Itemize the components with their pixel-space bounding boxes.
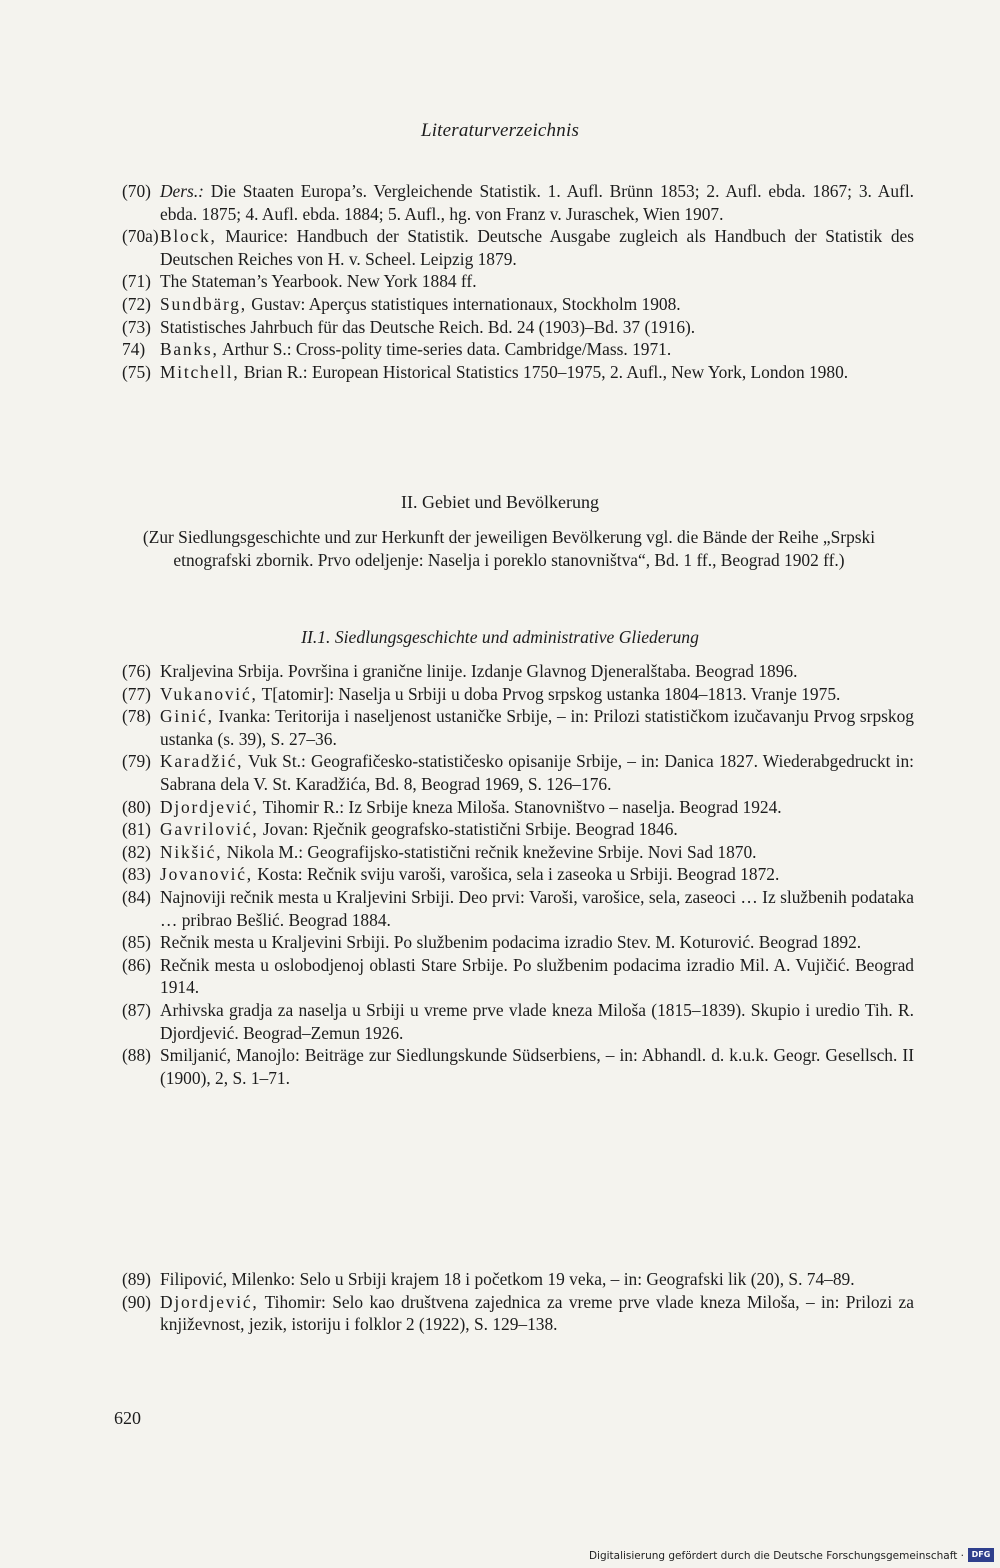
- entry-text: Jovan: Rječnik geografsko-statistični Srbije. Beograd 1846.: [258, 819, 678, 840]
- entry-number: (90): [122, 1291, 151, 1312]
- entry-author: Filipović,: [160, 1269, 228, 1289]
- entry-number: (89): [122, 1269, 151, 1289]
- entry-number: (79): [122, 751, 151, 772]
- entry-text: Maurice: Handbuch der Statistik. Deutsche Ausgabe zugleich als Handbuch der Statistik des Deutschen Reiches von H. v. Scheel. Leipzig 1879.: [160, 226, 914, 269]
- entry-text: Vuk St.: Geografičesko-statističesko opisanije Srbije, – in: Danica 1827. Wiederabgedruckt in: Sabrana dela V. St. Karadžića, Bd. 8, Beograd 1969, S. 126–176.: [160, 751, 914, 794]
- entry-text: Gustav: Aperçus statistiques internationaux, Stockholm 1908.: [246, 293, 681, 314]
- entry-text: Die Staaten Europa’s. Vergleichende Statistik. 1. Aufl. Brünn 1853; 2. Aufl. ebda. 1867; 3. Aufl. ebda. 1875; 4. Aufl. ebda. 1884; 5. Aufl., hg. von Franz v. Juraschek, Wien 1907.: [160, 181, 914, 224]
- section-note: (Zur Siedlungsgeschichte und zur Herkunft der jeweiligen Bevölkerung vgl. die Bände der Reihe „Srpski etnografski zbornik. Prvo odeljenje: Naselja i poreklo stanovništva“, Bd. 1 ff., Beograd 1902 ff.): [142, 527, 876, 570]
- bibliography-entry: [122, 841, 914, 864]
- dfg-logo-icon: DFG: [968, 1548, 994, 1562]
- entry-text: Ivanka: Teritorija i naseljenost ustaničke Srbije, – in: Prilozi statističkom izučavanju Prvog srpskog ustanka (s. 39), S. 27–36.: [160, 706, 914, 749]
- entry-text: Arthur S.: Cross-polity time-series data. Cambridge/Mass. 1971.: [218, 339, 672, 360]
- bibliography-entry: [122, 750, 914, 795]
- entry-number: (72): [122, 293, 151, 314]
- entry-number: (80): [122, 796, 151, 817]
- entry-text: T[atomir]: Naselja u Srbiji u doba Prvog srpskog ustanka 1804–1813. Vranje 1975.: [257, 683, 841, 704]
- entry-text: Nikola M.: Geografijsko-statistični rečnik kneževine Srbije. Novi Sad 1870.: [222, 841, 757, 862]
- entry-author: Nikšić,: [160, 841, 223, 862]
- bibliography-entry: [122, 1268, 914, 1291]
- entry-number: (70a): [122, 226, 159, 247]
- bibliography-entry: [122, 338, 914, 361]
- bibliography-entry: [122, 931, 914, 954]
- entry-text: Tihomir R.: Iz Srbije kneza Miloša. Stanovništvo – naselja. Beograd 1924.: [258, 796, 782, 817]
- bibliography-entry: [122, 796, 914, 819]
- entry-number: (78): [122, 706, 151, 727]
- entry-number: (88): [122, 1045, 151, 1066]
- entry-text: Brian R.: European Historical Statistics 1750–1975, 2. Aufl., New York, London 1980.: [239, 361, 849, 382]
- entry-author: Vukanović,: [160, 683, 258, 704]
- bibliography-entry: [122, 293, 914, 316]
- bibliography-entry: [122, 180, 914, 225]
- entry-text: The Stateman’s Yearbook. New York 1884 ff.: [160, 271, 477, 292]
- bibliography-entry: [122, 886, 914, 931]
- entry-number: (77): [122, 683, 151, 704]
- entry-text: Manojlo: Beiträge zur Siedlungskunde Südserbiens, – in: Abhandl. d. k.u.k. Geogr. Gesellsch. II (1900), 2, S. 1–71.: [160, 1045, 914, 1088]
- entry-number: (85): [122, 932, 151, 953]
- entry-text: Kosta: Rečnik sviju varoši, varošica, sela i zaseoka u Srbiji. Beograd 1872.: [252, 864, 780, 885]
- entry-number: (82): [122, 841, 151, 862]
- entry-text: Rečnik mesta u oslobodjenoj oblasti Stare Srbije. Po službenim podacima izradio Mil. A. Vujičić. Beograd 1914.: [160, 954, 914, 998]
- entry-number: (70): [122, 181, 151, 201]
- entry-author: Ders.:: [160, 181, 204, 201]
- bibliography-entry: [122, 1291, 914, 1336]
- entry-author: Block,: [160, 226, 217, 247]
- entry-author: Jovanović,: [160, 864, 253, 885]
- entry-text: Najnoviji rečnik mesta u Kraljevini Srbiji. Deo prvi: Varoši, varošice, sela, zaseoci … Iz službenih podataka … pribrao Bešlić. Beograd 1884.: [160, 886, 914, 930]
- bibliography-entry: [122, 270, 914, 293]
- entry-author: Banks,: [160, 339, 219, 360]
- entry-text: Tihomir: Selo kao društvena zajednica za vreme prve vlade kneza Miloša, – in: Prilozi za književnost, jezik, istoriju i folklor 2 (1922), S. 129–138.: [160, 1291, 914, 1335]
- bibliography-entry: [122, 361, 914, 384]
- entry-number: (71): [122, 271, 151, 292]
- running-head: Literaturverzeichnis: [420, 120, 580, 141]
- entry-author: Sundbärg,: [160, 293, 247, 314]
- page-number: 620: [114, 1408, 141, 1428]
- footer-credit: Digitalisierung gefördert durch die Deutsche Forschungsgemeinschaft ·: [588, 1550, 964, 1562]
- bibliography-block-statistics: [122, 180, 914, 383]
- subsection-title: II.1. Siedlungsgeschichte und administrative Gliederung: [301, 627, 699, 647]
- entry-number: (83): [122, 864, 151, 885]
- entry-author: Gavrilović,: [160, 819, 259, 840]
- bibliography-entry: [122, 683, 914, 706]
- bibliography-block-settlement: [122, 660, 914, 1089]
- bibliography-entry: [122, 818, 914, 841]
- entry-text: Kraljevina Srbija. Površina i granične linije. Izdanje Glavnog Djeneralštaba. Beograd 1896.: [160, 661, 798, 681]
- bibliography-entry: [122, 660, 914, 683]
- entry-number: 74): [122, 339, 146, 360]
- entry-number: (81): [122, 819, 151, 840]
- entry-author: Smiljanić,: [160, 1045, 232, 1066]
- entry-number: (76): [122, 661, 151, 681]
- entry-text: Milenko: Selo u Srbiji krajem 18 i početkom 19 veka, – in: Geografski lik (20), S. 74–89.: [227, 1269, 855, 1289]
- bibliography-entry: [122, 316, 914, 339]
- entry-author: Mitchell,: [160, 361, 240, 382]
- entry-number: (86): [122, 954, 151, 975]
- section-title: II. Gebiet und Bevölkerung: [401, 492, 599, 512]
- entry-author: Karadžić,: [160, 751, 244, 772]
- bibliography-entry: [122, 705, 914, 750]
- entry-author: Djordjević,: [160, 1291, 259, 1312]
- bibliography-block-village: [122, 1268, 914, 1336]
- entry-number: (87): [122, 999, 151, 1020]
- bibliography-entry: [122, 999, 914, 1044]
- entry-author: Ginić,: [160, 706, 214, 727]
- entry-number: (84): [122, 886, 151, 907]
- bibliography-entry: [122, 863, 914, 886]
- entry-text: Statistisches Jahrbuch für das Deutsche Reich. Bd. 24 (1903)–Bd. 37 (1916).: [160, 316, 696, 337]
- bibliography-entry: [122, 954, 914, 999]
- entry-author: Djordjević,: [160, 796, 259, 817]
- bibliography-entry: [122, 225, 914, 270]
- bibliography-entry: [122, 1044, 914, 1089]
- entry-number: (73): [122, 316, 151, 337]
- entry-text: Arhivska gradja za naselja u Srbiji u vreme prve vlade kneza Miloša (1815–1839). Skupio i uredio Tih. R. Djordjević. Beograd–Zemun 1926.: [160, 999, 914, 1043]
- entry-number: (75): [122, 361, 151, 382]
- entry-text: Rečnik mesta u Kraljevini Srbiji. Po službenim podacima izradio Stev. M. Koturović. Beograd 1892.: [160, 932, 862, 953]
